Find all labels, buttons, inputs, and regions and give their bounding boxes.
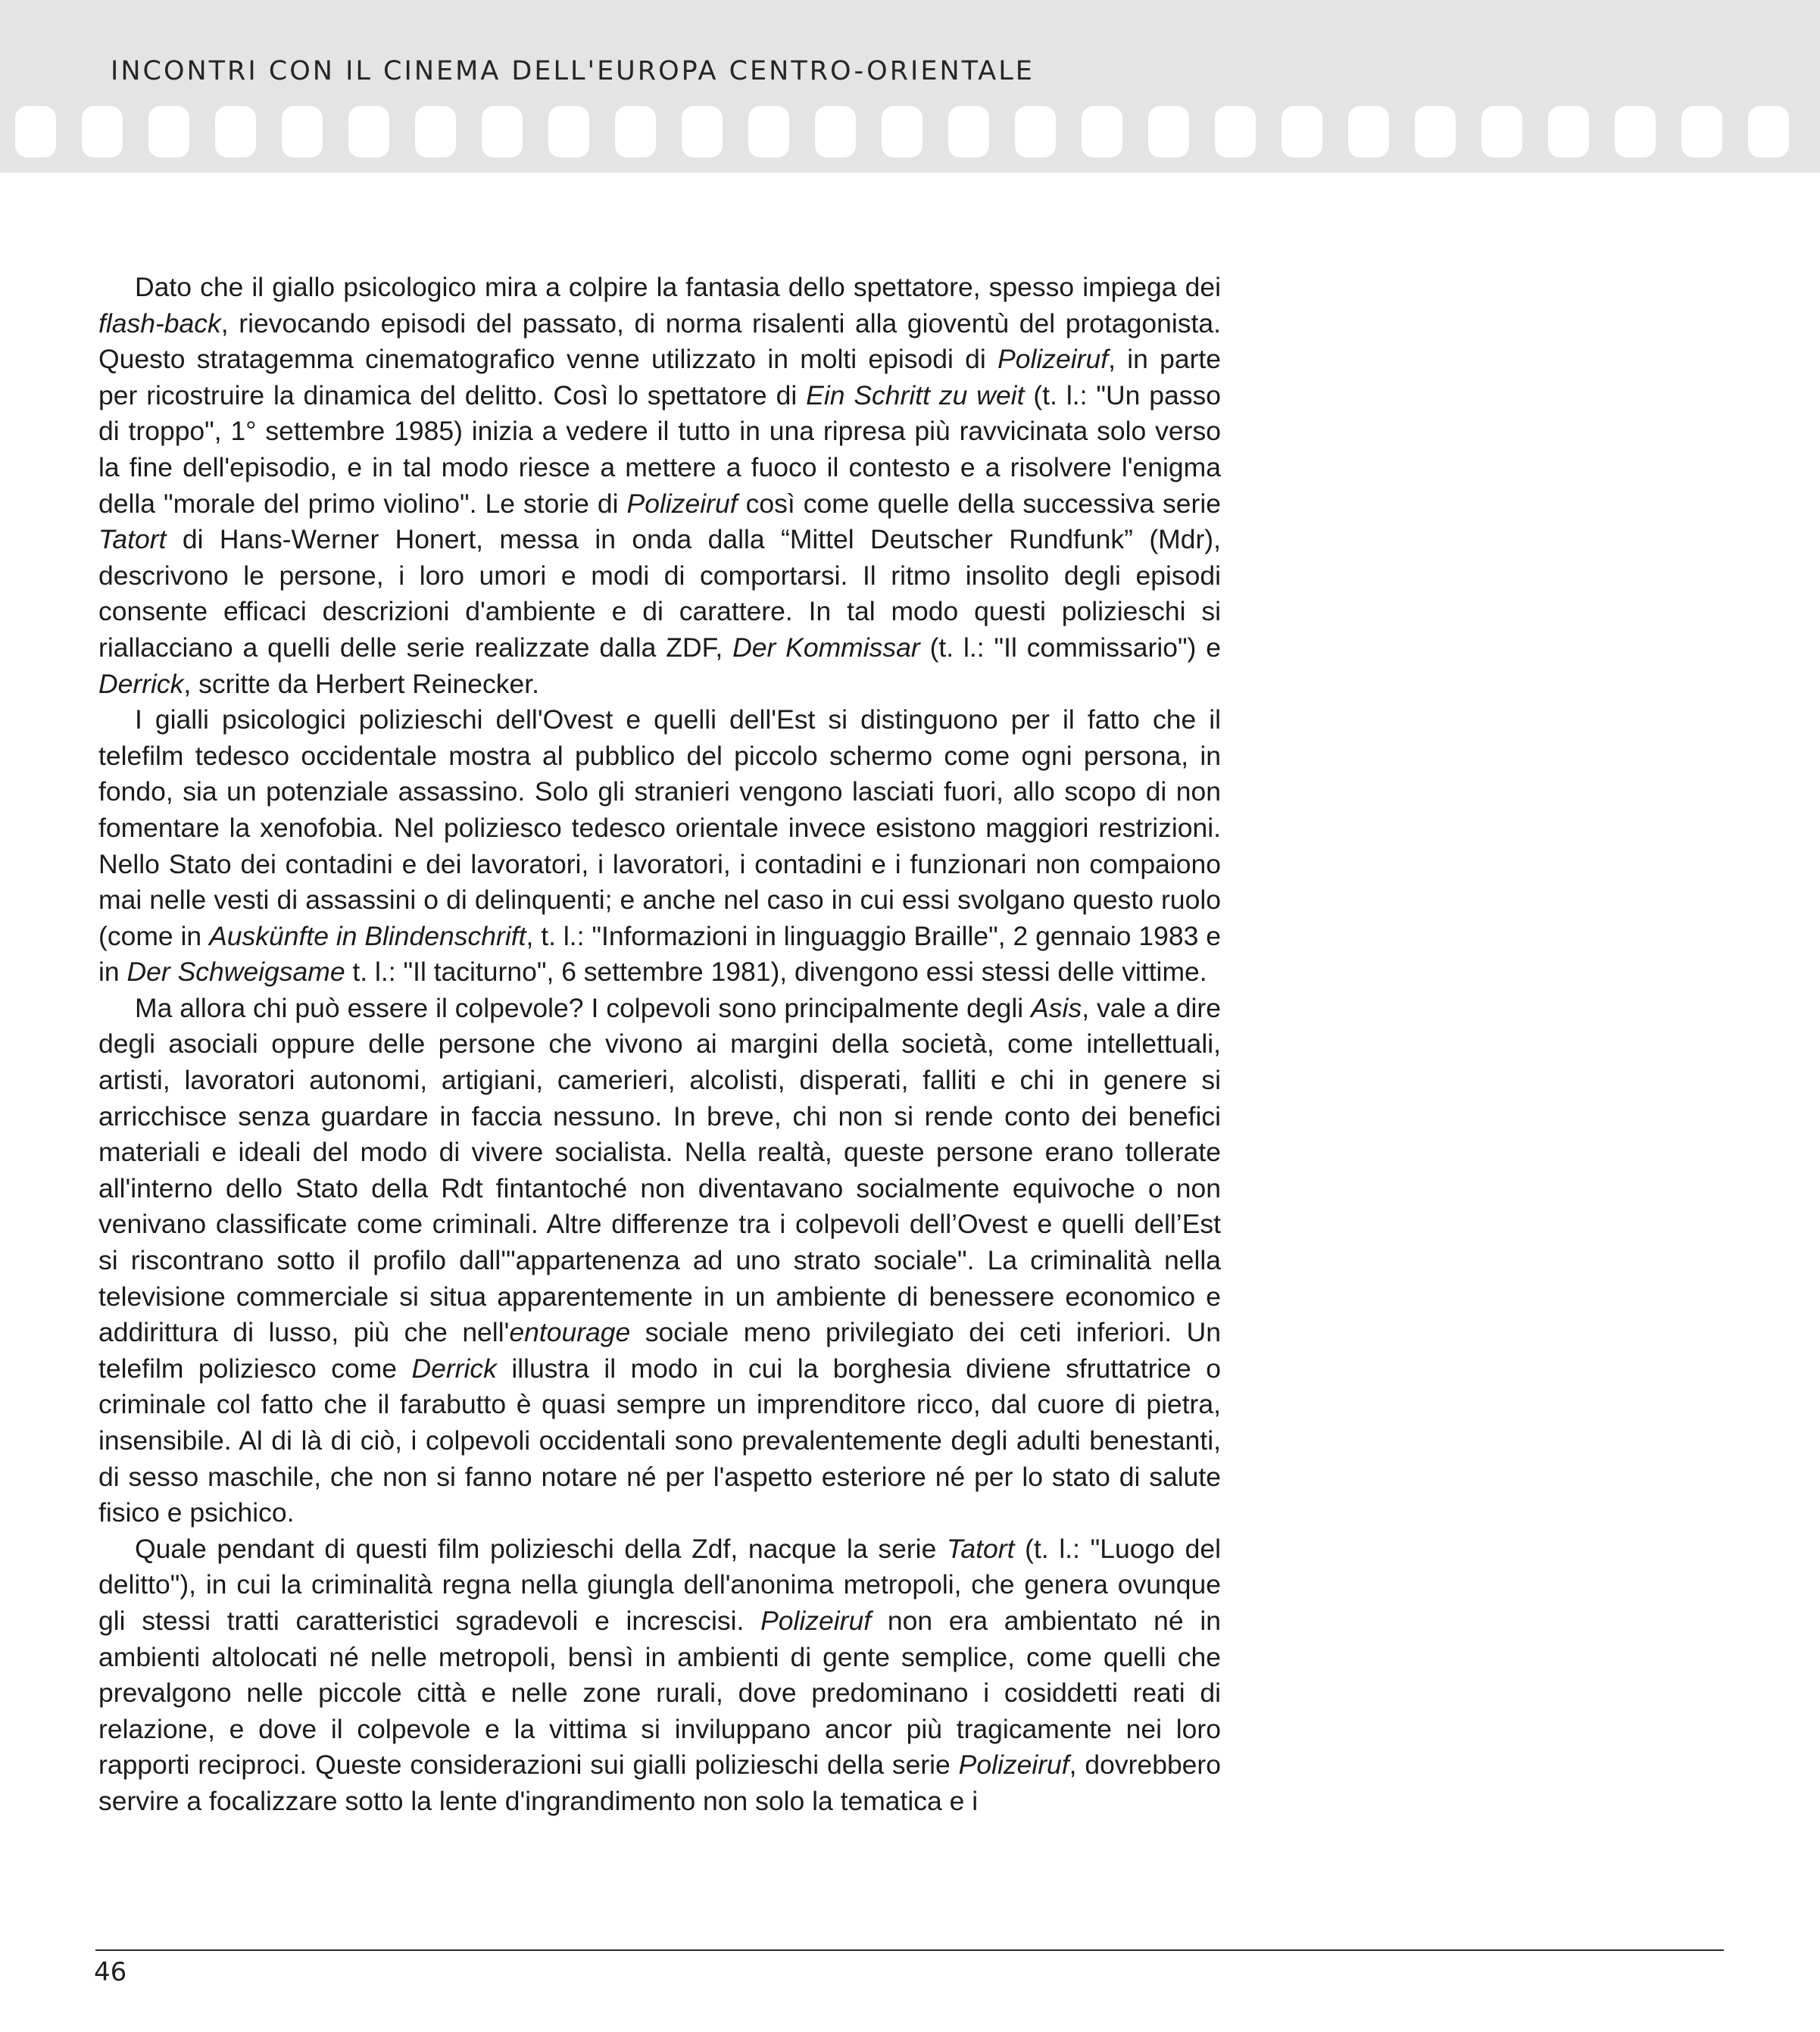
film-perforation [1481, 106, 1522, 158]
film-perforation [415, 106, 456, 158]
text-run: Dato che il giallo psicologico mira a colpire la fantasia dello spettatore, spesso impiega dei [135, 272, 1221, 302]
text-run: , scritte da Herbert Reinecker. [183, 668, 539, 699]
text-run: (t. l.: "Luogo del delitto"), in cui la criminalità regna nella giungla dell'anonima metropoli, che genera ovunque gli stessi tratti caratteristici sgradevoli e increscisi. [98, 1533, 1221, 1636]
film-perforation [815, 106, 856, 158]
film-perforation [682, 106, 723, 158]
film-perforation [748, 106, 789, 158]
text-run: (t. l.: "Il commissario") e [919, 632, 1222, 663]
text-run: Ma allora chi può essere il colpevole? I colpevoli sono principalmente degli [135, 992, 1032, 1023]
italic-title-run: Polizeiruf [626, 488, 738, 519]
italic-title-run: Polizeiruf [958, 1750, 1069, 1781]
text-run: Quale pendant di questi film polizieschi della Zdf, nacque la serie [135, 1533, 947, 1564]
text-run: I gialli psicologici polizieschi dell'Ovest e quelli dell'Est si distinguono per il fatto che il telefilm tedesco occidentale mostra al pubblico del piccolo schermo come ogni persona, in fondo, sia un potenziale assassino. Solo gli stranieri vengono lasciati fuori, allo scopo di non fomentare la xenofobia. Nel poliziesco tedesco orientale invece esistono maggiori restrizioni. Nello Stato dei contadini e dei lavoratori, i lavoratori, i contadini e i funzionari non compaiono mai nelle vesti di assassini o di delinquenti; e anche nel caso in cui essi svolgano questo ruolo (come in [98, 704, 1221, 951]
film-perforation [882, 106, 922, 158]
italic-title-run: Der Schweigsame [126, 957, 345, 988]
film-perforation [15, 106, 56, 158]
italic-title-run: Tatort [946, 1533, 1015, 1564]
italic-title-run: Der Kommissar [732, 632, 920, 663]
film-perforation [482, 106, 523, 158]
film-perforation [1082, 106, 1122, 158]
italic-title-run: Asis [1031, 992, 1082, 1023]
film-perforation [1348, 106, 1389, 158]
text-run: sociale meno privilegiato dei ceti inferiori. Un telefilm poliziesco come [98, 1317, 1221, 1384]
text-run: , vale a dire degli asociali oppure delle persone che vivono ai margini della società, come intellettuali, artisti, lavoratori autonomi, artigiani, camerieri, alcolisti, disperati, falliti e chi in genere si arricchisce senza guardare in faccia nessuno. In breve, chi non si rende conto dei benefici materiali e ideali del modo di vivere socialista. Nella realtà, queste persone erano tollerate all'interno dello Stato della Rdt fintantoché non diventavano socialmente equivoche o non venivano classificate come criminali. Altre differenze tra i colpevoli dell’Ovest e quelli dell’Est si riscontrano sotto il profilo dall'"appartenenza ad uno strato sociale". La criminalità nella televisione commerciale si situa apparentemente in un ambiente di benessere economico e addirittura di lusso, più che nell' [98, 992, 1221, 1348]
footer-rule [95, 1949, 1724, 1951]
film-perforation [548, 106, 589, 158]
running-head: INCONTRI CON IL CINEMA DELL'EUROPA CENTRO-ORIENTALE [111, 56, 1035, 86]
italic-title-run: entourage [509, 1317, 631, 1348]
italic-title-run: Derrick [411, 1353, 497, 1384]
text-run: t. l.: "Il taciturno", 6 settembre 1981), divengono essi stessi delle vittime. [345, 957, 1207, 988]
body-paragraph [98, 991, 1221, 1531]
film-perforation [615, 106, 656, 158]
body-paragraph [98, 270, 1221, 702]
text-run: , dovrebbero servire a focalizzare sotto la lente d'ingrandimento non solo la tematica e i [98, 1750, 1221, 1816]
text-run: così come quelle della successiva serie [737, 488, 1221, 519]
film-perforation [1281, 106, 1322, 158]
film-perforation [1015, 106, 1056, 158]
italic-title-run: Polizeiruf [997, 344, 1109, 375]
text-run: illustra il modo in cui la borghesia diviene sfruttatrice o criminale col fatto che il farabutto è quasi sempre un imprenditore ricco, dal cuore di pietra, insensibile. Al di là di ciò, i colpevoli occidentali sono prevalentemente degli adulti benestanti, di sesso maschile, che non si fanno notare né per l'aspetto esteriore né per lo stato di salute fisico e psichico. [98, 1353, 1221, 1528]
film-perforation [1615, 106, 1656, 158]
film-perforation [1681, 106, 1722, 158]
film-perforation [1148, 106, 1189, 158]
italic-title-run: Polizeiruf [760, 1605, 872, 1636]
body-paragraph [98, 1531, 1221, 1820]
text-run: (t. l.: "Un passo di troppo", 1° settembre 1985) inizia a vedere il tutto in una ripresa più ravvicinata solo verso la fine dell'episodio, e in tal modo riesce a mettere a fuoco il contesto e a risolvere l'enigma della "morale del primo violino". Le storie di [98, 379, 1221, 519]
film-perforation [1215, 106, 1256, 158]
film-perforation [1748, 106, 1789, 158]
film-perforation [215, 106, 256, 158]
italic-title-run: flash-back [98, 307, 221, 339]
film-perforation [348, 106, 389, 158]
film-perforation [948, 106, 989, 158]
header-filmstrip-band [0, 0, 1820, 173]
page-number: 46 [94, 1957, 127, 1987]
film-perforation [1548, 106, 1589, 158]
italic-title-run: Derrick [98, 668, 184, 699]
film-perforation [1415, 106, 1456, 158]
film-perforation [282, 106, 323, 158]
body-paragraph [98, 702, 1221, 991]
film-perforation [82, 106, 123, 158]
text-run: , t. l.: "Informazioni in linguaggio Braille", 2 gennaio 1983 e in [98, 920, 1221, 988]
article-body [98, 270, 1221, 1820]
text-run: non era ambientato né in ambienti altolocati né nelle metropoli, bensì in ambienti di gente semplice, come quelli che prevalgono nelle piccole città e nelle zone rurali, dove predominano i cosiddetti reati di relazione, e dove il colpevole e la vittima si inviluppano ancor più tragicamente nei loro rapporti reciproci. Queste considerazioni sui gialli polizieschi della serie [98, 1605, 1221, 1781]
italic-title-run: Tatort [98, 524, 167, 555]
italic-title-run: Auskünfte in Blindenschrift [209, 920, 526, 951]
film-perforation-row [15, 103, 1820, 164]
text-run: , rievocando episodi del passato, di norma risalenti alla gioventù del protagonista. Questo stratagemma cinematografico venne utilizzato in molti episodi di [98, 307, 1221, 375]
text-run: di Hans-Werner Honert, messa in onda dalla “Mittel Deutscher Rundfunk” (Mdr), descrivono le persone, i loro umori e modi di comportarsi. Il ritmo insolito degli episodi consente efficaci descrizioni d'ambiente e di carattere. In tal modo questi polizieschi si riallacciano a quelli delle serie realizzate dalla ZDF, [98, 524, 1221, 663]
text-run: , in parte per ricostruire la dinamica del delitto. Così lo spettatore di [98, 344, 1221, 410]
film-perforation [148, 106, 189, 158]
italic-title-run: Ein Schritt zu weit [806, 379, 1025, 410]
